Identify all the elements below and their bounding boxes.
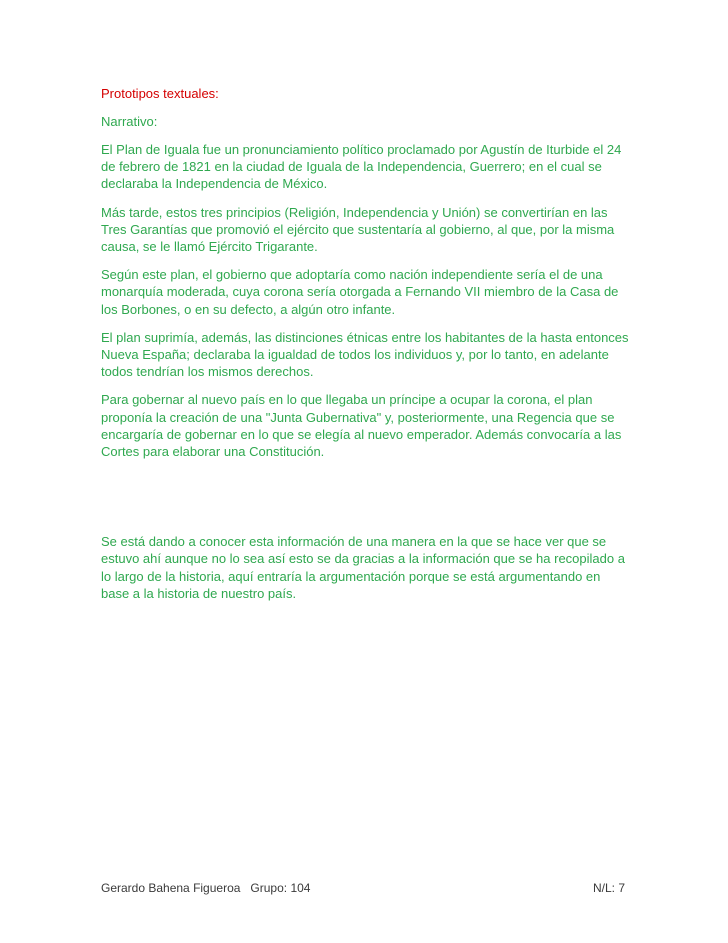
footer-list-number: N/L: 7	[592, 881, 625, 895]
document-body	[101, 85, 631, 613]
analysis-paragraph: Se está dando a conocer esta información de una manera en la que se hace ver que se estuvo ahí aunque no lo sea así esto se da gracias a la información que se ha recopilado a lo largo de la historia, aquí entraría la argumentación porque se está argumentando en base a la historia de nuestro país.	[101, 534, 625, 601]
paragraph-2: Más tarde, estos tres principios (Religión, Independencia y Unión) se convertirían en las Tres Garantías que promovió el ejército que sustentaría al gobierno, al que, por la misma causa, se le llamó Ejército Trigarante.	[101, 204, 615, 255]
paragraph-5: Para gobernar al nuevo país en lo que llegaba un príncipe a ocupar la corona, el plan proponía la creación de una "Junta Gubernativa" y, posteriormente, una Regencia que se encargaría de gobernar en lo que se elegía al nuevo emperador. Además convocaría a las Cortes para elaborar una Constitución.	[101, 392, 622, 460]
page-footer	[101, 880, 625, 896]
paragraph-3: Según este plan, el gobierno que adoptaría como nación independiente sería el de una monarquía moderada, cuya corona sería otorgada a Fernando VII miembro de la Casa de los Borbones, o en su defecto, a algún otro infante.	[101, 267, 619, 317]
footer-author-group: Gerardo Bahena Figueroa Grupo: 104	[101, 881, 311, 895]
section-heading: Prototipos textuales:	[101, 86, 219, 101]
section-subheading: Narrativo:	[101, 114, 158, 129]
blank-space	[101, 471, 631, 533]
paragraph-1: El Plan de Iguala fue un pronunciamiento político proclamado por Agustín de Iturbide el 24 de febrero de 1821 en la ciudad de Iguala de la Independencia, Guerrero; en el cual se declaraba la Independencia de México.	[101, 142, 622, 192]
paragraph-4: El plan suprimía, además, las distinciones étnicas entre los habitantes de la hasta entonces Nueva España; declaraba la igualdad de todos los individuos y, por lo tanto, en adelante todos tendrían los mismos derechos.	[101, 329, 629, 380]
